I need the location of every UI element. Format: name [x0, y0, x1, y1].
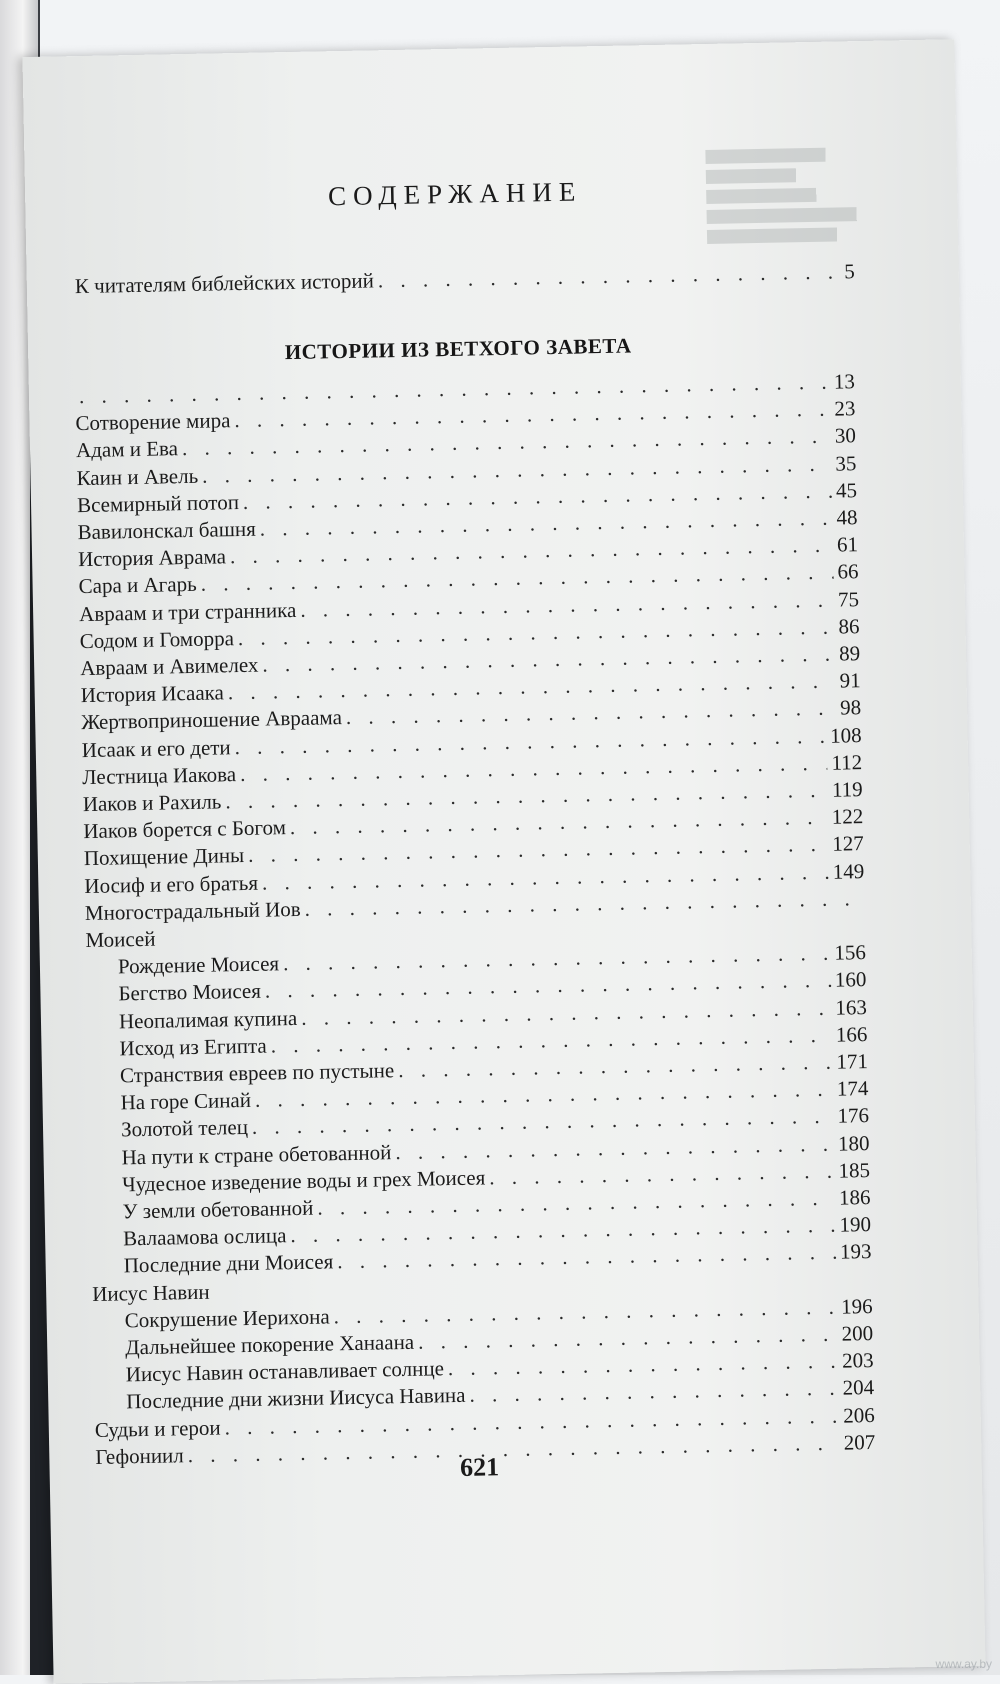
toc-entry-label: Похищение Дины — [83, 843, 245, 871]
toc-entry-label: Бегство Моисея — [118, 979, 262, 1006]
toc-entry-label: Авраам и три странника — [78, 597, 297, 626]
toc-entry-label: Многострадальный Иов — [84, 896, 301, 925]
toc-entry-page: 185 — [838, 1157, 871, 1183]
toc-entry-label: Иаков и Рахиль — [82, 789, 222, 817]
toc-entry-label: Исаак и его дети — [81, 734, 231, 762]
toc-entry-page: 156 — [834, 940, 867, 965]
toc-entry-page: 176 — [837, 1103, 870, 1129]
toc-entry-page: 86 — [838, 613, 860, 639]
toc-entry-page: 30 — [834, 423, 857, 448]
toc-group-title: Иисус Навин — [91, 1279, 210, 1306]
toc-entry-label: На пути к стране обетованной — [121, 1139, 392, 1169]
toc-entry-page: 196 — [840, 1293, 873, 1319]
toc-entry-page: 75 — [837, 586, 860, 612]
toc-entry-label: Судьи и герои — [94, 1415, 221, 1442]
toc-entry-page: 127 — [831, 831, 864, 857]
toc-entry-label: Иисус Навин останавливает солнце — [125, 1356, 445, 1387]
toc-entry-page: 204 — [842, 1375, 875, 1400]
toc-entry-page: 66 — [837, 559, 859, 584]
toc-entry-page: 180 — [837, 1130, 870, 1156]
toc-entry-page: 45 — [835, 477, 858, 503]
toc-entry-label: Лестница Иакова — [82, 761, 237, 789]
toc-group-title: Моисей — [85, 926, 156, 953]
toc-entry-page: 23 — [834, 396, 856, 421]
toc-entry-label: Сокрушение Иерихона — [124, 1304, 330, 1333]
toc-entry-label: Валаамова ослица — [122, 1223, 287, 1251]
toc-entry-label: Последние дни Моисея — [123, 1249, 334, 1278]
toc-entry-page: 149 — [832, 858, 865, 884]
toc-entry-page: 89 — [838, 641, 861, 666]
toc-entry-page: 174 — [836, 1076, 869, 1101]
toc-entry-label: Авраам и Авимелех — [79, 652, 259, 681]
toc-entry-page: 13 — [833, 369, 856, 394]
toc-entry-page: 35 — [835, 450, 857, 476]
toc-entry-page: 91 — [839, 668, 861, 693]
toc-entry-label: Чудесное изведение воды и грех Моисея — [121, 1165, 486, 1197]
toc-entry-page: 98 — [839, 695, 862, 720]
toc-entry-page: 186 — [838, 1185, 871, 1210]
toc-entry-label: Содом и Гоморра — [79, 625, 235, 653]
toc-entry-page: 108 — [829, 722, 862, 748]
toc-entry-label: Каин и Авель — [76, 463, 199, 490]
toc-entry-page: 206 — [842, 1402, 875, 1428]
toc-entry-label: Гефониил — [95, 1443, 184, 1469]
toc-entry-page: 5 — [844, 259, 855, 284]
toc-entry-label: История Исаака — [80, 680, 225, 708]
toc-entry-page: 163 — [835, 994, 868, 1020]
toc-entry-label: Золотой телец — [120, 1115, 249, 1142]
toc-entry-page: 112 — [831, 749, 863, 775]
toc-entry-label: Иосиф и его братья — [84, 870, 259, 898]
leader-dots — [489, 1159, 835, 1191]
toc-entry-label: Жертвоприношение Авраама — [81, 705, 343, 735]
toc-entry-label: У земли обетованной — [122, 1195, 314, 1224]
toc-entry-label: Исход из Египта — [119, 1033, 267, 1061]
toc-entry-label: Дальнейшее покорение Ханаана — [125, 1329, 415, 1360]
toc-entry-page: 122 — [831, 804, 864, 829]
toc-entry-label: Иаков борется с Богом — [83, 815, 287, 844]
toc-entry-label: Адам и Ева — [75, 436, 179, 463]
toc-entry-label: На горе Синай — [120, 1088, 252, 1115]
toc-entry-page: 166 — [835, 1021, 868, 1047]
toc-entry-label: Всемирный потоп — [76, 489, 240, 517]
toc-entry-label: Сотворение мира — [75, 408, 231, 436]
toc-entry-label: Вавилонскал башня — [77, 516, 257, 545]
toc-entry-page: 171 — [836, 1049, 869, 1074]
toc-entry-label: Последние дни жизни Иисуса Навина — [126, 1383, 466, 1414]
section-title: ИСТОРИИ ИЗ ВЕТХОГО ЗАВЕТА — [284, 333, 632, 365]
toc-entry-label: Рождение Моисея — [117, 951, 280, 979]
toc-entry-page: 193 — [839, 1239, 872, 1265]
toc-entry-label: Странствия евреев по пустыне — [119, 1058, 395, 1088]
toc-entry-page: 119 — [831, 777, 863, 802]
contents-heading: СОДЕРЖАНИЕ — [327, 176, 583, 212]
toc-entry-page: 160 — [834, 967, 867, 993]
toc-entry-label: История Аврама — [77, 544, 227, 572]
watermark: www.ay.by — [935, 1657, 992, 1671]
toc-entry-label: К читателям библейских историй — [74, 268, 375, 299]
book-page — [22, 39, 985, 1684]
toc-entry-page: 190 — [839, 1212, 872, 1237]
toc-entry-label: Неопалимая купина — [118, 1005, 298, 1034]
toc-entry-page: 200 — [841, 1321, 874, 1346]
leader-dots — [378, 259, 841, 293]
toc-entry-label: Сара и Агарь — [78, 572, 197, 599]
page-number: 621 — [459, 1452, 500, 1482]
toc-entry-page: 203 — [841, 1348, 874, 1373]
toc-entry-page: 207 — [843, 1429, 876, 1455]
toc-entry-page: 61 — [836, 532, 859, 557]
toc-entry-page: 48 — [836, 505, 858, 530]
